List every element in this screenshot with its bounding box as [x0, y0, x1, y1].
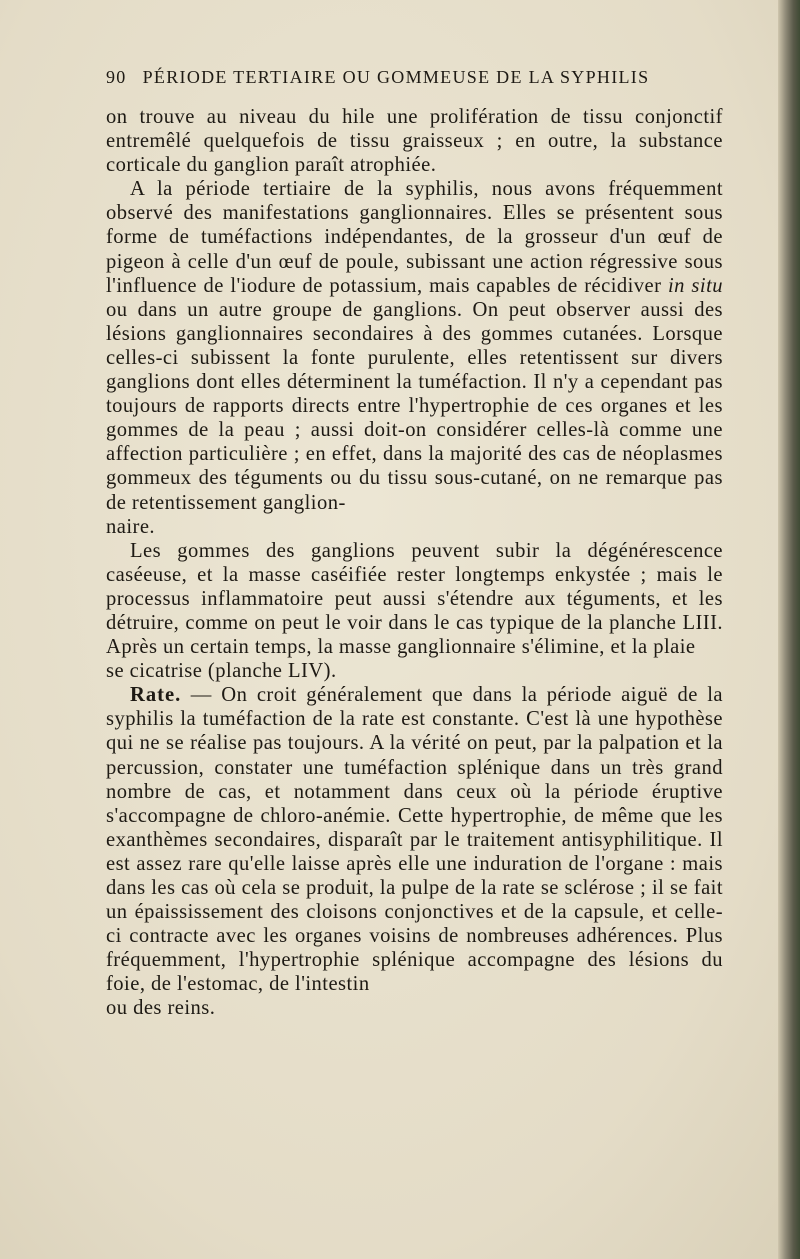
section-heading: Rate. [130, 684, 182, 707]
paragraph-text: se cicatrise (planche LIV). [106, 660, 337, 683]
paragraph-line-end [106, 515, 723, 539]
page-edge-shadow [778, 0, 800, 1259]
running-title: PÉRIODE TERTIAIRE OU GOMMEUSE DE LA SYPHILIS [142, 67, 650, 87]
paragraph-line-end [106, 996, 723, 1020]
running-header [106, 67, 704, 88]
paragraph-rate [106, 683, 723, 996]
paragraph-ganglions [106, 177, 723, 514]
paragraph-text: on trouve au niveau du hile une prolifération de tissu conjonctif entremêlé quelquefois de tissu graisseux ; en outre, la substance corticale du ganglion paraît atrophiée. [106, 106, 723, 177]
body-text [106, 105, 723, 1021]
paragraph-line-end [106, 659, 723, 683]
paragraph-gommes [106, 539, 723, 659]
paragraph-text: ou des reins. [106, 997, 216, 1020]
page-number: 90 [106, 67, 127, 87]
paragraph-text: A la période tertiaire de la syphilis, nous avons fréquemment observé des manifestations ganglionnaires. Elles se présentent sous forme de tuméfactions indépendantes, de la grosseur d'un œuf de pigeon à celle d'un œuf de poule, subissant une action régressive sous l'influence de l'iodure de potassium, mais capables de récidiver [106, 178, 723, 297]
paragraph-continued [106, 105, 723, 177]
paragraph-text: naire. [106, 515, 156, 538]
italic-phrase: in situ [667, 274, 723, 297]
paragraph-text: Les gommes des ganglions peuvent subir la dégénérescence caséeuse, et la masse caséifiée rester longtemps enkystée ; mais le processus inflammatoire peut aussi s'étendre aux téguments, et les détruire, comme on peut le voir dans le cas typique de la planche LIII. Après un certain temps, la masse ganglionnaire s'élimine, et la plaie [106, 539, 723, 659]
paragraph-text: ou dans un autre groupe de ganglions. On peut observer aussi des lésions ganglionnaires secondaires à des gommes cutanées. Lorsque celles-ci subissent la fonte purulente, elles retentissent sur divers ganglions dont elles déterminent la tuméfaction. Il n'y a cependant pas toujours de rapports directs entre l'hypertrophie de ces organes et les gommes de la peau ; aussi doit-on considérer celles-là comme une affection particulière ; en effet, dans la majorité des cas de néoplasmes gommeux des téguments ou du tissu sous-cutané, on ne remarque pas de retentissement ganglion- [106, 298, 723, 514]
paragraph-text: — On croit généralement que dans la période aiguë de la syphilis la tuméfaction de la rate est constante. C'est là une hypothèse qui ne se réalise pas toujours. A la vérité on peut, par la palpation et la percussion, constater une tuméfaction splénique dans un très grand nombre de cas, et notamment dans ceux où la période éruptive s'accompagne de chloro-anémie. Cette hypertrophie, de même que les exanthèmes secondaires, disparaît par le traitement antisyphilitique. Il est assez rare qu'elle laisse après elle une induration de l'organe : mais dans les cas où cela se produit, la pulpe de la rate se sclérose ; il se fait un épaississement des cloisons conjonctives et de la capsule, et celle-ci contracte avec les organes voisins de nombreuses adhérences. Plus fréquemment, l'hypertrophie splénique accompagne des lésions du foie, de l'estomac, de l'intestin [106, 684, 724, 996]
